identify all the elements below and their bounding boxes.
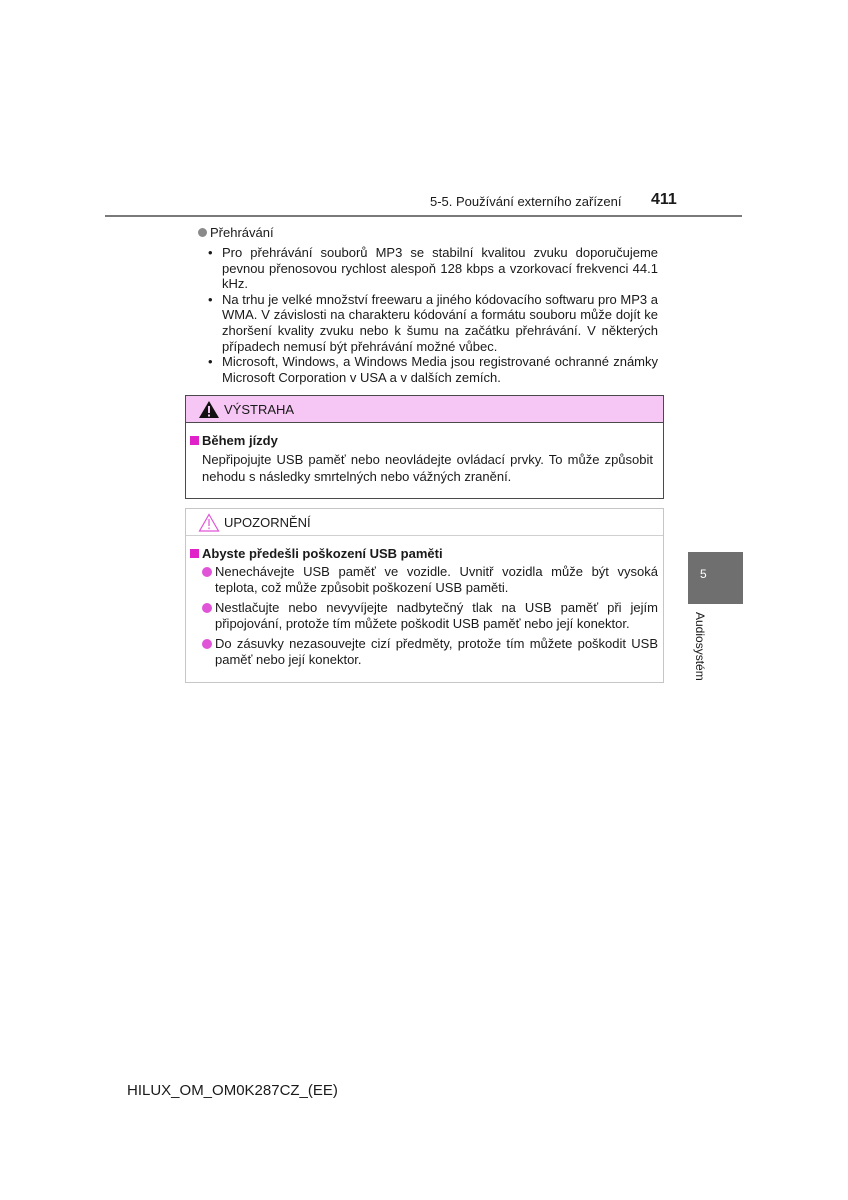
warning-triangle-icon bbox=[198, 400, 220, 419]
pink-bullet-icon bbox=[202, 603, 212, 613]
chapter-label: Audiosystém bbox=[693, 612, 707, 681]
caution-item-text: Nestlačujte nebo nevyvíjejte nadbytečný tlak na USB paměť při jejím připojování, protože tím můžete poškodit USB paměť nebo její konektor. bbox=[215, 600, 658, 631]
warning-box bbox=[185, 395, 664, 499]
warning-box-header bbox=[186, 396, 663, 423]
magenta-square-icon bbox=[190, 436, 199, 445]
caution-item-text: Nenechávejte USB paměť ve vozidle. Uvnitř vozidla může být vysoká teplota, což může způsobit poškození USB paměti. bbox=[215, 564, 658, 595]
caution-triangle-icon bbox=[198, 513, 220, 532]
footer-code: HILUX_OM_OM0K287CZ_(EE) bbox=[127, 1082, 338, 1099]
warning-title: VÝSTRAHA bbox=[224, 402, 295, 417]
caution-box bbox=[185, 508, 664, 683]
caution-item-text: Do zásuvky nezasouvejte cizí předměty, protože tím můžete poškodit USB paměť nebo její konektor. bbox=[215, 636, 658, 667]
list-item: • Pro přehrávání souborů MP3 se stabilní kvalitou zvuku doporučujeme pevnou přenosovou rychlost alespoň 128 kbps a vzorkovací frekvenci 44.1 kHz. bbox=[207, 245, 658, 292]
gray-bullet-icon bbox=[198, 228, 207, 237]
warning-subtitle bbox=[190, 433, 278, 448]
caution-title: UPOZORNĚNÍ bbox=[224, 515, 311, 530]
playback-title bbox=[198, 225, 274, 240]
caution-box-header bbox=[186, 509, 663, 536]
chapter-number: 5 bbox=[700, 567, 707, 581]
header-rule bbox=[105, 215, 742, 217]
caution-subtitle-text: Abyste předešli poškození USB paměti bbox=[202, 546, 443, 561]
magenta-square-icon bbox=[190, 549, 199, 558]
warning-text: Nepřipojujte USB paměť nebo neovládejte ovládací prvky. To může způsobit nehodu s následky smrtelných nebo vážných zranění. bbox=[202, 452, 653, 484]
list-item bbox=[202, 636, 658, 668]
list-item bbox=[202, 564, 658, 596]
list-item bbox=[202, 600, 658, 632]
warning-subtitle-text: Během jízdy bbox=[202, 433, 278, 448]
playback-bullet-list bbox=[207, 245, 658, 385]
page-number: 411 bbox=[651, 191, 677, 208]
playback-title-text: Přehrávání bbox=[210, 225, 274, 240]
section-header: 5-5. Používání externího zařízení bbox=[430, 194, 622, 209]
caution-subtitle bbox=[190, 546, 443, 561]
list-item: • Microsoft, Windows, a Windows Media jsou registrované ochranné známky Microsoft Corporation v USA a v dalších zemích. bbox=[207, 354, 658, 385]
list-item: • Na trhu je velké množství freewaru a jiného kódovacího softwaru pro MP3 a WMA. V závislosti na charakteru kódování a formátu souboru může dojít ke zhoršení kvality zvuku nebo k šumu na začátku přehrávání. V některých případech nemusí být přehrávání možné vůbec. bbox=[207, 292, 658, 354]
pink-bullet-icon bbox=[202, 639, 212, 649]
chapter-tab[interactable] bbox=[688, 552, 743, 604]
caution-list bbox=[202, 564, 658, 672]
pink-bullet-icon bbox=[202, 567, 212, 577]
